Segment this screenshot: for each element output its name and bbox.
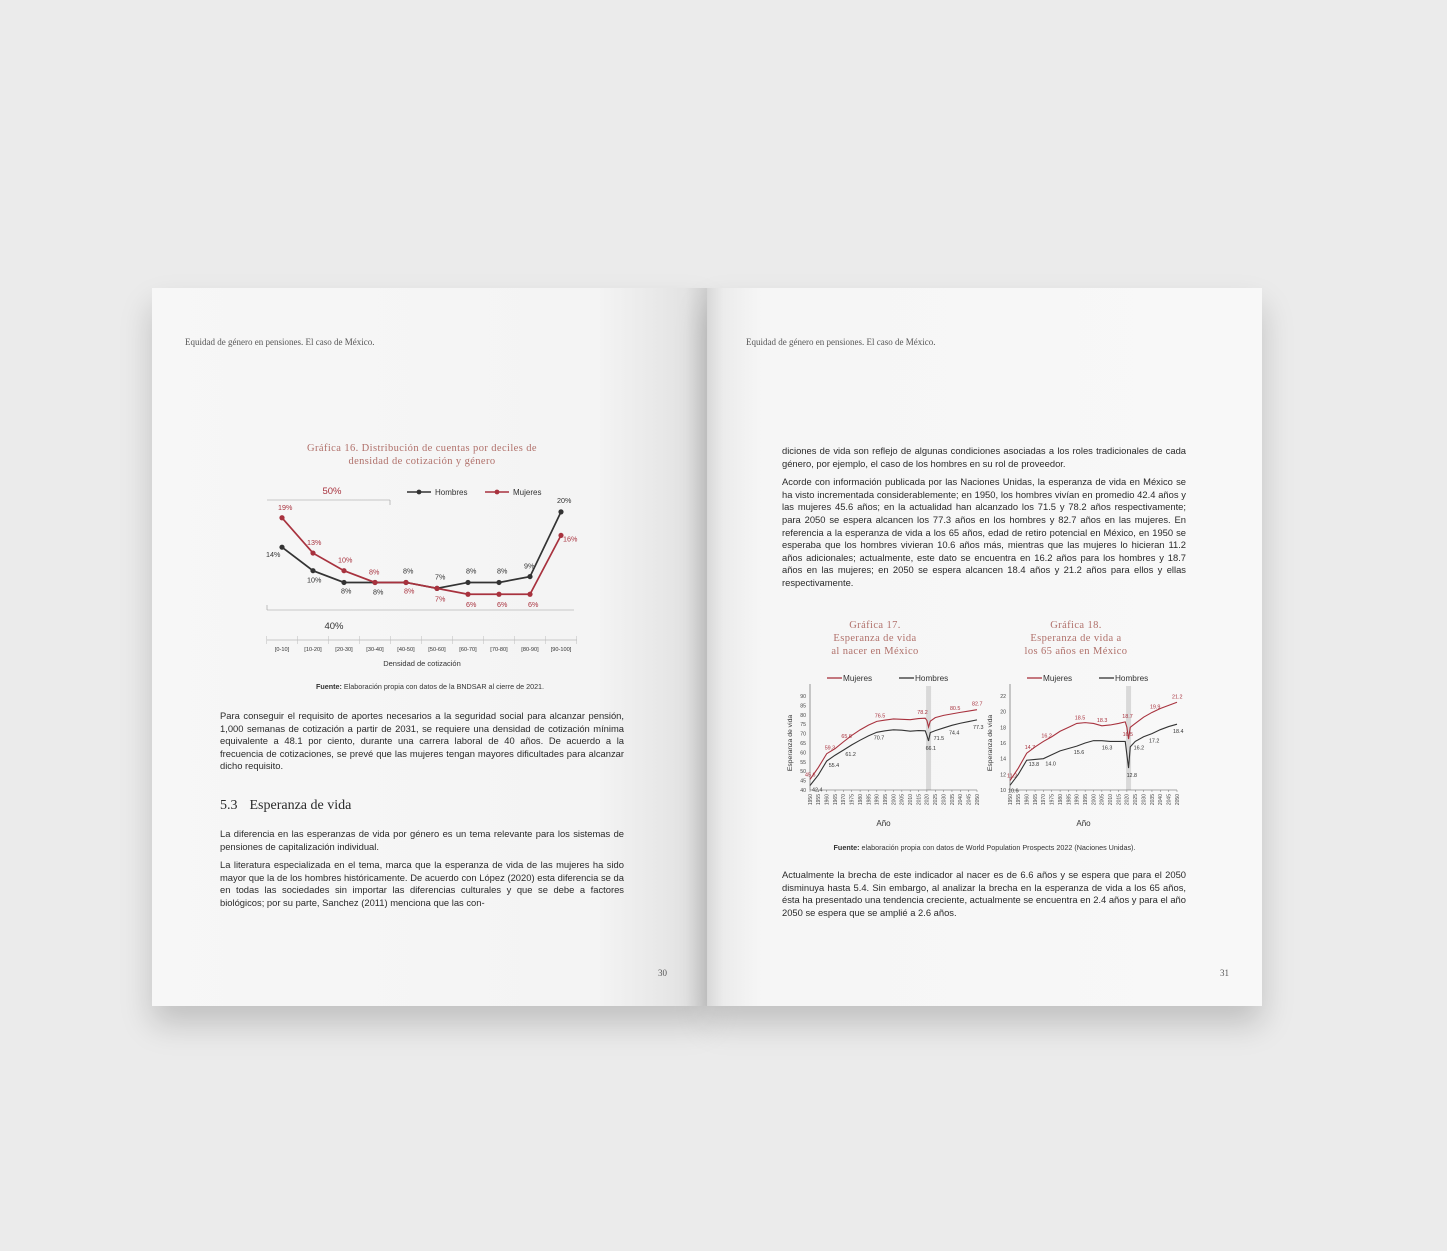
x-tick-label: 2020 [924, 794, 931, 806]
y-tick-label: 90 [800, 694, 806, 700]
chart17-title-line2: Esperanza de vida [833, 633, 917, 644]
data-label-mujeres: 80.5 [949, 705, 961, 712]
y-tick-label: 16 [1000, 741, 1006, 747]
chart18-title [996, 619, 1156, 658]
y-tick-label: 22 [1000, 694, 1006, 700]
x-tick-label: 1985 [866, 794, 873, 806]
data-label-mujeres: 76.5 [874, 713, 886, 720]
data-point-hombres [527, 574, 532, 579]
right-paragraph-3: Actualmente la brecha de este indicador al nacer es de 6.6 años y se espera que para el 2050 disminuya hasta 5.4. Sin embargo, al analizar la brecha en la esperanza de vida a los 65 años, ésta ha presentado una tendencia creciente, actualmente se encuentra en 2.4 años y para el año 2050 se espera que se amplié a 2.6 años. [782, 869, 1186, 918]
legend-label-hombres: Hombres [435, 488, 468, 497]
x-tick-label: 2000 [891, 794, 898, 806]
x-tick-label: 1965 [832, 794, 839, 806]
data-point-hombres [310, 568, 315, 573]
data-label-mujeres: 10% [338, 555, 353, 565]
data-point-hombres [558, 509, 563, 514]
data-label-hombres: 7% [435, 572, 446, 582]
y-axis-title: Esperanza de vida [987, 714, 994, 772]
chart16 [252, 478, 592, 678]
y-tick-label: 50 [800, 769, 806, 776]
x-tick-label: 2025 [1133, 794, 1140, 806]
chart16-title [242, 442, 602, 468]
y-tick-label: 14 [1000, 756, 1006, 763]
x-tick-label: 1955 [816, 794, 823, 806]
x-tick-label: 2030 [941, 794, 948, 806]
data-point-hombres [496, 580, 501, 585]
data-label-mujeres: 6% [466, 600, 477, 610]
data-label-mujeres: 18.7 [1122, 713, 1133, 720]
left-body-1 [220, 710, 624, 779]
x-tick-label: 2010 [908, 794, 914, 806]
data-label-mujeres: 19.9 [1149, 704, 1161, 711]
x-tick-label: [70-80] [490, 647, 508, 653]
x-tick-label: 1985 [1066, 794, 1073, 806]
data-point-mujeres [496, 592, 501, 597]
page-number: 31 [1220, 968, 1229, 978]
data-label-hombres: 10.6 [1008, 788, 1019, 795]
covid-highlight-band [926, 686, 931, 790]
y-tick-label: 80 [800, 712, 806, 719]
data-label-mujeres: 8% [369, 567, 380, 577]
data-label-mujeres: 6% [497, 600, 508, 610]
y-tick-label: 70 [800, 731, 806, 738]
data-point-mujeres [372, 580, 377, 585]
chart16-source-text: Elaboración propia con datos de la BNDSAR al cierre de 2021. [341, 682, 545, 691]
data-label-hombres: 74.4 [948, 730, 960, 737]
x-tick-label: 2035 [949, 794, 956, 806]
data-label-mujeres: 59.3 [824, 745, 836, 752]
legend-label-hombres: Hombres [915, 674, 949, 683]
data-label-hombres: 8% [341, 586, 352, 596]
x-tick-label: 2015 [916, 794, 923, 806]
data-label-mujeres: 13% [307, 538, 322, 548]
chart17-title [795, 619, 955, 658]
data-label-hombres: 66.1 [925, 745, 937, 752]
x-tick-label: 2040 [1158, 794, 1165, 806]
data-label-mujeres: 18.3 [1096, 717, 1108, 724]
x-tick-label: 1955 [1016, 794, 1023, 806]
data-point-mujeres [341, 568, 346, 573]
x-tick-label: 1950 [807, 794, 814, 806]
x-tick-label: [30-40] [366, 647, 384, 653]
data-label-hombres: 20% [557, 495, 572, 505]
data-label-hombres: 70.7 [873, 735, 885, 742]
chart16-source-bold: Fuente: [315, 682, 342, 691]
legend-marker-mujeres [495, 490, 500, 495]
data-label-hombres: 12.8 [1126, 773, 1138, 780]
chart18-title-line3: los 65 años en México [1024, 646, 1128, 657]
x-tick-label: 2045 [966, 794, 973, 806]
data-label-mujeres: 21.2 [1172, 694, 1183, 701]
x-tick-label: 1950 [1007, 794, 1014, 806]
x-tick-label: [20-30] [335, 647, 353, 653]
legend-label-mujeres: Mujeres [843, 674, 873, 683]
legend-label-hombres: Hombres [1115, 674, 1149, 683]
running-header: Equidad de género en pensiones. El caso de México. [746, 337, 936, 347]
data-label-hombres: 8% [373, 587, 384, 597]
x-tick-label: 2000 [1091, 794, 1098, 806]
data-label-mujeres: 16.2 [1041, 733, 1052, 740]
x-tick-label: [60-70] [459, 647, 477, 653]
data-label-mujeres: 16.5 [1122, 732, 1134, 739]
x-tick-label: 2010 [1108, 794, 1114, 806]
data-label-mujeres: 45.6 [805, 772, 816, 779]
data-label-hombres: 77.3 [973, 724, 984, 731]
x-tick-label: [80-90] [521, 647, 539, 653]
data-label-hombres: 9% [524, 561, 535, 571]
x-axis-title: Año [1076, 819, 1091, 828]
data-label-mujeres: 65.6 [841, 733, 852, 740]
x-tick-label: 1970 [841, 794, 848, 806]
data-label-mujeres: 7% [435, 594, 446, 604]
y-tick-label: 75 [800, 722, 806, 729]
data-point-mujeres [434, 586, 439, 591]
x-tick-label: [40-50] [397, 647, 415, 653]
chart18-title-line2: Esperanza de vida a [1030, 633, 1122, 644]
x-tick-label: 2035 [1149, 794, 1156, 806]
right-body-1 [782, 445, 1186, 596]
chart16-source [152, 682, 708, 691]
y-tick-label: 65 [800, 741, 806, 747]
data-label-hombres: 8% [466, 566, 477, 576]
data-label-mujeres: 78.2 [917, 710, 928, 717]
x-tick-label: 1990 [874, 794, 881, 806]
x-tick-label: 2050 [1174, 794, 1181, 806]
legend-label-mujeres: Mujeres [1043, 674, 1073, 683]
y-tick-label: 10 [1000, 788, 1006, 794]
x-axis-title: Densidad de cotización [383, 659, 461, 668]
x-axis-title: Año [876, 819, 891, 828]
right-paragraph-1: diciones de vida son reflejo de algunas condiciones asociadas a los roles tradicionales de cada género, por ejemplo, el caso de los hombres en su rol de proveedor. [782, 445, 1186, 469]
x-tick-label: 2050 [974, 794, 981, 806]
data-label-hombres: 16.2 [1133, 745, 1145, 752]
data-label-hombres: 13.8 [1028, 762, 1040, 769]
charts-source-text: elaboración propia con datos de World Population Prospects 2022 (Naciones Unidas). [859, 843, 1136, 852]
x-tick-label: 2005 [899, 794, 906, 806]
x-tick-label: 2005 [1099, 794, 1106, 806]
x-tick-label: 1975 [1049, 794, 1056, 806]
data-label-hombres: 61.2 [845, 752, 856, 759]
data-label-mujeres: 11.2 [1007, 773, 1018, 780]
chart17-title-line1: Gráfica 17. [849, 620, 901, 631]
x-tick-label: 2025 [933, 794, 940, 806]
y-tick-label: 85 [800, 703, 806, 710]
data-label-hombres: 55.4 [828, 763, 840, 770]
right-body-2 [782, 869, 1186, 925]
series-line-hombres [282, 512, 561, 588]
right-page [707, 288, 1262, 1006]
x-tick-label: 2045 [1166, 794, 1173, 806]
series-line-mujeres [282, 518, 561, 597]
x-tick-label: 1995 [882, 794, 889, 806]
data-label-hombres: 71.5 [933, 735, 945, 742]
x-tick-label: 1960 [1024, 794, 1031, 806]
data-label-hombres: 16.3 [1101, 745, 1113, 752]
data-label-mujeres: 18.5 [1074, 715, 1086, 722]
x-tick-label: 1995 [1082, 794, 1089, 806]
left-page [152, 288, 708, 1006]
chart18 [982, 668, 1187, 833]
legend-marker-hombres [417, 490, 422, 495]
data-label-hombres: 10% [307, 575, 322, 585]
annotation-40: 40% [324, 621, 344, 632]
section-number: 5.3 [220, 798, 238, 813]
data-point-mujeres [279, 515, 284, 520]
x-tick-label: 2015 [1116, 794, 1123, 806]
running-header: Equidad de género en pensiones. El caso de México. [185, 337, 375, 347]
x-tick-label: 1970 [1041, 794, 1048, 806]
chart16-title-line1: Gráfica 16. Distribución de cuentas por deciles de [307, 443, 537, 454]
legend-label-mujeres: Mujeres [513, 488, 542, 497]
x-tick-label: 1980 [1057, 794, 1064, 806]
annotation-50: 50% [322, 486, 342, 497]
data-point-mujeres [527, 592, 532, 597]
data-label-mujeres: 6% [528, 600, 539, 610]
x-tick-label: 1965 [1032, 794, 1039, 806]
charts-source-bold: Fuente: [833, 843, 860, 852]
x-tick-label: 2030 [1141, 794, 1148, 806]
chart16-title-line2: densidad de cotización y género [348, 456, 496, 467]
data-label-hombres: 17.2 [1148, 738, 1160, 745]
y-tick-label: 45 [800, 778, 806, 785]
data-label-hombres: 8% [497, 566, 508, 576]
x-tick-label: 1980 [857, 794, 864, 806]
data-label-hombres: 14% [266, 550, 281, 560]
chart17 [782, 668, 987, 833]
data-label-hombres: 42.4 [812, 787, 823, 794]
x-tick-label: 2040 [958, 794, 965, 806]
data-point-mujeres [465, 592, 470, 597]
y-tick-label: 40 [800, 788, 806, 794]
page-number: 30 [658, 968, 667, 978]
data-point-hombres [341, 580, 346, 585]
data-label-hombres: 14.0 [1045, 761, 1056, 768]
y-tick-label: 55 [800, 759, 806, 766]
chart17-title-line3: al nacer en México [831, 646, 919, 657]
y-tick-label: 60 [800, 750, 806, 757]
data-label-mujeres: 16% [563, 534, 578, 544]
series-line-hombres [1010, 724, 1177, 785]
x-tick-label: 1960 [824, 794, 831, 806]
data-label-hombres: 15.6 [1073, 750, 1085, 757]
left-paragraph-1: Para conseguir el requisito de aportes necesarios a la seguridad social para alcanzar pensión, 1,000 semanas de cotización a partir de 2031, se requiere una densidad de cotización mínima equivalente a 48.1 por ciento, durante una carrera laboral de 40 años. De acuerdo a la frecuencia de cotizaciones, se prevé que las mujeres tengan mayores dificultades para alcanzar dicho requisito. [220, 710, 624, 772]
data-label-hombres: 18.4 [1173, 729, 1184, 736]
section-heading [220, 798, 351, 814]
y-tick-label: 20 [1000, 709, 1006, 716]
chart18-title-line1: Gráfica 18. [1050, 620, 1102, 631]
data-label-mujeres: 8% [404, 586, 415, 596]
data-label-mujeres: 14.7 [1024, 745, 1036, 752]
charts-source [707, 843, 1262, 852]
x-tick-label: [90-100] [550, 647, 572, 653]
left-paragraph-2: La diferencia en las esperanzas de vida por género es un tema relevante para los sistemas de pensiones de capitalización individual. [220, 828, 624, 852]
data-point-mujeres [310, 550, 315, 555]
data-point-hombres [465, 580, 470, 585]
y-tick-label: 12 [1000, 772, 1006, 779]
x-tick-label: [50-60] [428, 647, 446, 653]
left-paragraph-3: La literatura especializada en el tema, marca que la esperanza de vida de las mujeres ha sido mayor que la de los hombres históricamente. De acuerdo con López (2020) esta diferencia se da en todas las sociedades sin importar las diferencias culturales y que se debe a factores biológicos; por su parte, Sanchez (2011) menciona que las con- [220, 859, 624, 908]
left-body-2 [220, 828, 624, 916]
data-label-mujeres: 19% [278, 502, 293, 512]
x-tick-label: [10-20] [304, 647, 322, 653]
x-tick-label: 2020 [1124, 794, 1131, 806]
section-title: Esperanza de vida [249, 798, 352, 813]
data-point-hombres [279, 545, 284, 550]
right-paragraph-2: Acorde con información publicada por las Naciones Unidas, la esperanza de vida en México se ha visto incrementada considerablemente; en 1950, los hombres vivían en promedio 42.4 años y las mujeres 45.6 años; en la actualidad han alcanzado los 71.5 y 78.2 años respectivamente; para 2050 se espera alcancen los 77.3 años en los hombres y 82.7 años en las mujeres. En referencia a la esperanza de vida a los 65 años, edad de retiro potencial en México, en 1950 se esperaba que los hombres vivieran 10.6 años más, mientras que las mujeres lo hicieran 11.2 años adicionales; actualmente, este dato se encuentra en 16.2 años para los hombres y 18.7 años en las mujeres; en 2050 se espera alcancen 18.4 años y 21.2 años para ellos y ellas respectivamente. [782, 476, 1186, 588]
y-tick-label: 18 [1000, 725, 1006, 732]
data-point-mujeres [403, 580, 408, 585]
x-tick-label: [0-10] [274, 647, 290, 653]
data-label-hombres: 8% [403, 566, 414, 576]
x-tick-label: 1990 [1074, 794, 1081, 806]
data-label-mujeres: 82.7 [972, 701, 983, 708]
x-tick-label: 1975 [849, 794, 856, 806]
y-axis-title: Esperanza de vida [787, 714, 794, 772]
